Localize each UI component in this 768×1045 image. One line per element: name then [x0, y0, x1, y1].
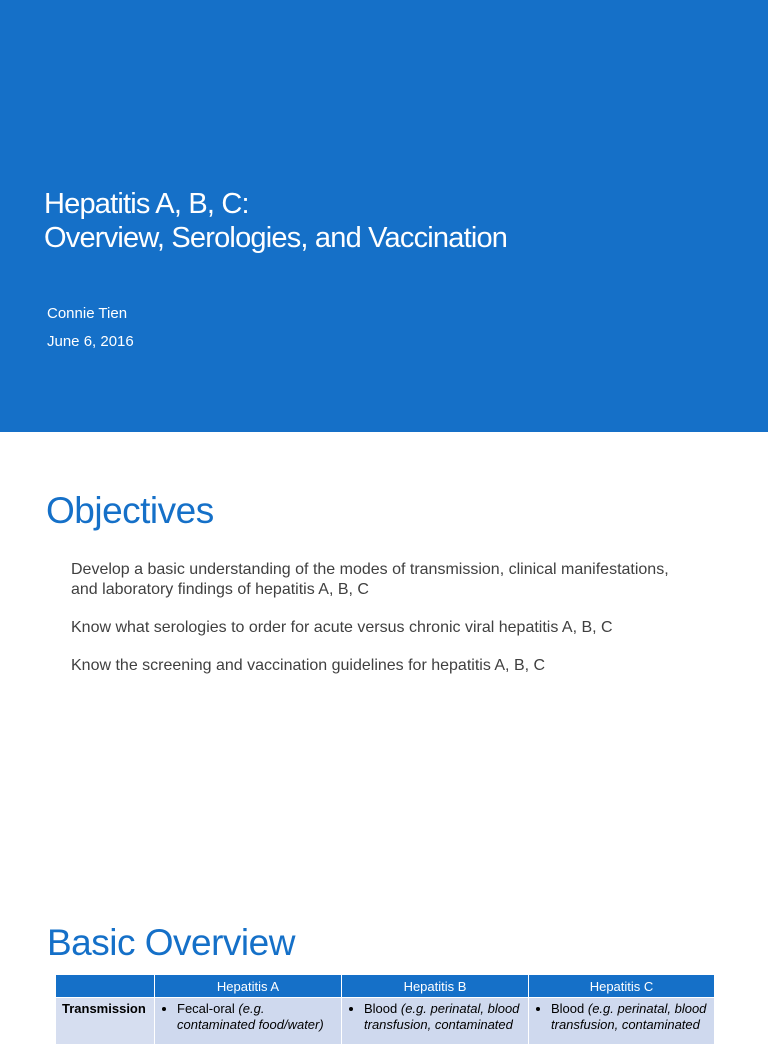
- row-label-transmission: Transmission: [56, 998, 155, 1045]
- table-header-corner: [56, 975, 155, 998]
- cell-text: Blood: [364, 1001, 398, 1016]
- table-header-row: [56, 975, 715, 998]
- objectives-slide: [0, 432, 768, 892]
- title-slide: [0, 0, 768, 432]
- presentation-date: June 6, 2016: [47, 333, 134, 350]
- cell-detail: (e.g. contaminated food/water): [177, 1001, 324, 1032]
- cell-detail: (e.g. perinatal, blood transfusion, contaminated: [364, 1001, 520, 1032]
- subtitle: [47, 300, 134, 356]
- list-item: [551, 1001, 708, 1033]
- list-item: [364, 1001, 522, 1033]
- title-line-1: Hepatitis A, B, C:: [44, 188, 249, 220]
- objective-item: Develop a basic understanding of the modes of transmission, clinical manifestations, and laboratory findings of hepatitis A, B, C: [71, 561, 669, 598]
- cell-text: Blood: [551, 1001, 585, 1016]
- author-name: Connie Tien: [47, 305, 128, 322]
- cell-detail: (e.g. perinatal, blood transfusion, contaminated: [551, 1001, 707, 1032]
- objective-item: Know what serologies to order for acute versus chronic viral hepatitis A, B, C: [71, 619, 613, 636]
- table-row: [56, 998, 715, 1045]
- objective-item: Know the screening and vaccination guidelines for hepatitis A, B, C: [71, 657, 546, 674]
- table-header-hep-c: Hepatitis C: [529, 975, 715, 998]
- table-header-hep-a: Hepatitis A: [155, 975, 342, 998]
- table-header-hep-b: Hepatitis B: [342, 975, 529, 998]
- table-cell: [529, 998, 715, 1045]
- overview-table: [55, 974, 715, 1045]
- overview-heading: Basic Overview: [47, 922, 295, 963]
- table-cell: [342, 998, 529, 1045]
- cell-text: Fecal-oral: [177, 1001, 235, 1016]
- presentation-title: [44, 187, 507, 255]
- title-line-2: Overview, Serologies, and Vaccination: [44, 222, 508, 254]
- list-item: [177, 1001, 335, 1033]
- objectives-heading: Objectives: [46, 490, 214, 531]
- table-cell: [155, 998, 342, 1045]
- objectives-list: [71, 560, 691, 676]
